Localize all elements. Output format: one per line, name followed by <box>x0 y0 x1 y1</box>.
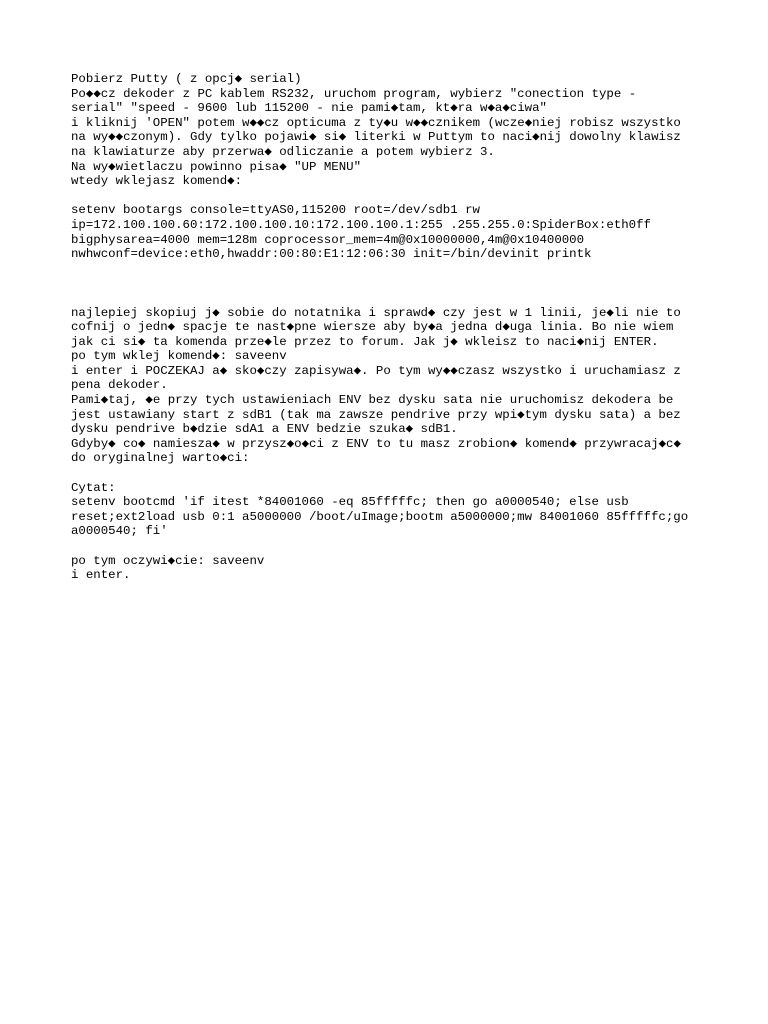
text-line: reset;ext2load usb 0:1 a5000000 /boot/uImage;bootm a5000000;mw 84001060 85fffffc;go <box>71 509 689 524</box>
text-line: po tym oczywi◆cie: saveenv <box>71 553 265 568</box>
document-text <box>71 72 731 583</box>
text-line: pena dekoder. <box>71 378 168 393</box>
text-line: na wy◆◆czonym). Gdy tylko pojawi◆ si◆ literki w Puttym to naci◆nij dowolny klawisz <box>71 130 681 145</box>
text-line: setenv bootargs console=ttyAS0,115200 root=/dev/sdb1 rw <box>71 203 480 218</box>
text-line: i enter i POCZEKAJ a◆ sko◆czy zapisywa◆. Po tym wy◆◆czasz wszystko i uruchamiasz z <box>71 363 681 378</box>
text-line: setenv bootcmd 'if itest *84001060 -eq 85fffffc; then go a0000540; else usb <box>71 495 629 510</box>
text-line: cofnij o jedn◆ spacje te nast◆pne wiersze aby by◆a jedna d◆uga linia. Bo nie wiem <box>71 320 674 335</box>
text-line: wtedy wklejasz komend◆: <box>71 174 243 189</box>
text-line: serial" "speed - 9600 lub 115200 - nie pami◆tam, kt◆ra w◆a◆ciwa" <box>71 101 547 116</box>
text-line <box>71 276 731 291</box>
text-line: Po◆◆cz dekoder z PC kablem RS232, uruchom program, wybierz "conection type - <box>71 86 637 101</box>
text-line: najlepiej skopiuj j◆ sobie do notatnika i sprawd◆ czy jest w 1 linii, je◆li nie to <box>71 305 681 320</box>
text-line: na klawiaturze aby przerwa◆ odliczanie a potem wybierz 3. <box>71 144 495 159</box>
text-line <box>71 262 731 277</box>
text-line: jak ci si◆ ta komenda prze◆le przez to forum. Jak j◆ wkleisz to naci◆nij ENTER. <box>71 334 659 349</box>
text-line: Pobierz Putty ( z opcj◆ serial) <box>71 72 302 86</box>
text-line: nwhwconf=device:eth0,hwaddr:00:80:E1:12:06:30 init=/bin/devinit printk <box>71 247 592 262</box>
text-line: bigphysarea=4000 mem=128m coprocessor_mem=4m@0x10000000,4m@0x10400000 <box>71 232 585 247</box>
text-line: dysku pendrive b◆dzie sdA1 a ENV bedzie szuka◆ sdB1. <box>71 422 458 437</box>
text-line <box>71 291 731 306</box>
text-line: do oryginalnej warto◆ci: <box>71 451 250 466</box>
text-line: po tym wklej komend◆: saveenv <box>71 349 287 364</box>
text-line: jest ustawiany start z sdB1 (tak ma zawsze pendrive przy wpi◆tym dysku sata) a bez <box>71 407 681 422</box>
text-line: Pami◆taj, ◆e przy tych ustawieniach ENV bez dysku sata nie uruchomisz dekodera be <box>71 393 674 408</box>
text-line: Cytat: <box>71 480 116 495</box>
text-line: Na wy◆wietlaczu powinno pisa◆ "UP MENU" <box>71 159 362 174</box>
text-line <box>71 539 731 554</box>
text-line: i enter. <box>71 568 131 583</box>
text-line: ip=172.100.100.60:172.100.100.10:172.100.100.1:255 .255.255.0:SpiderBox:eth0ff <box>71 217 651 232</box>
text-line <box>71 466 731 481</box>
text-line: Gdyby◆ co◆ namiesza◆ w przysz◆o◆ci z ENV to tu masz zrobion◆ komend◆ przywracaj◆c◆ <box>71 436 681 451</box>
text-line: a0000540; fi' <box>71 524 168 539</box>
text-line <box>71 189 731 204</box>
text-line: i kliknij 'OPEN" potem w◆◆cz opticuma z ty◆u w◆◆cznikem (wcze◆niej robisz wszystko <box>71 115 681 130</box>
